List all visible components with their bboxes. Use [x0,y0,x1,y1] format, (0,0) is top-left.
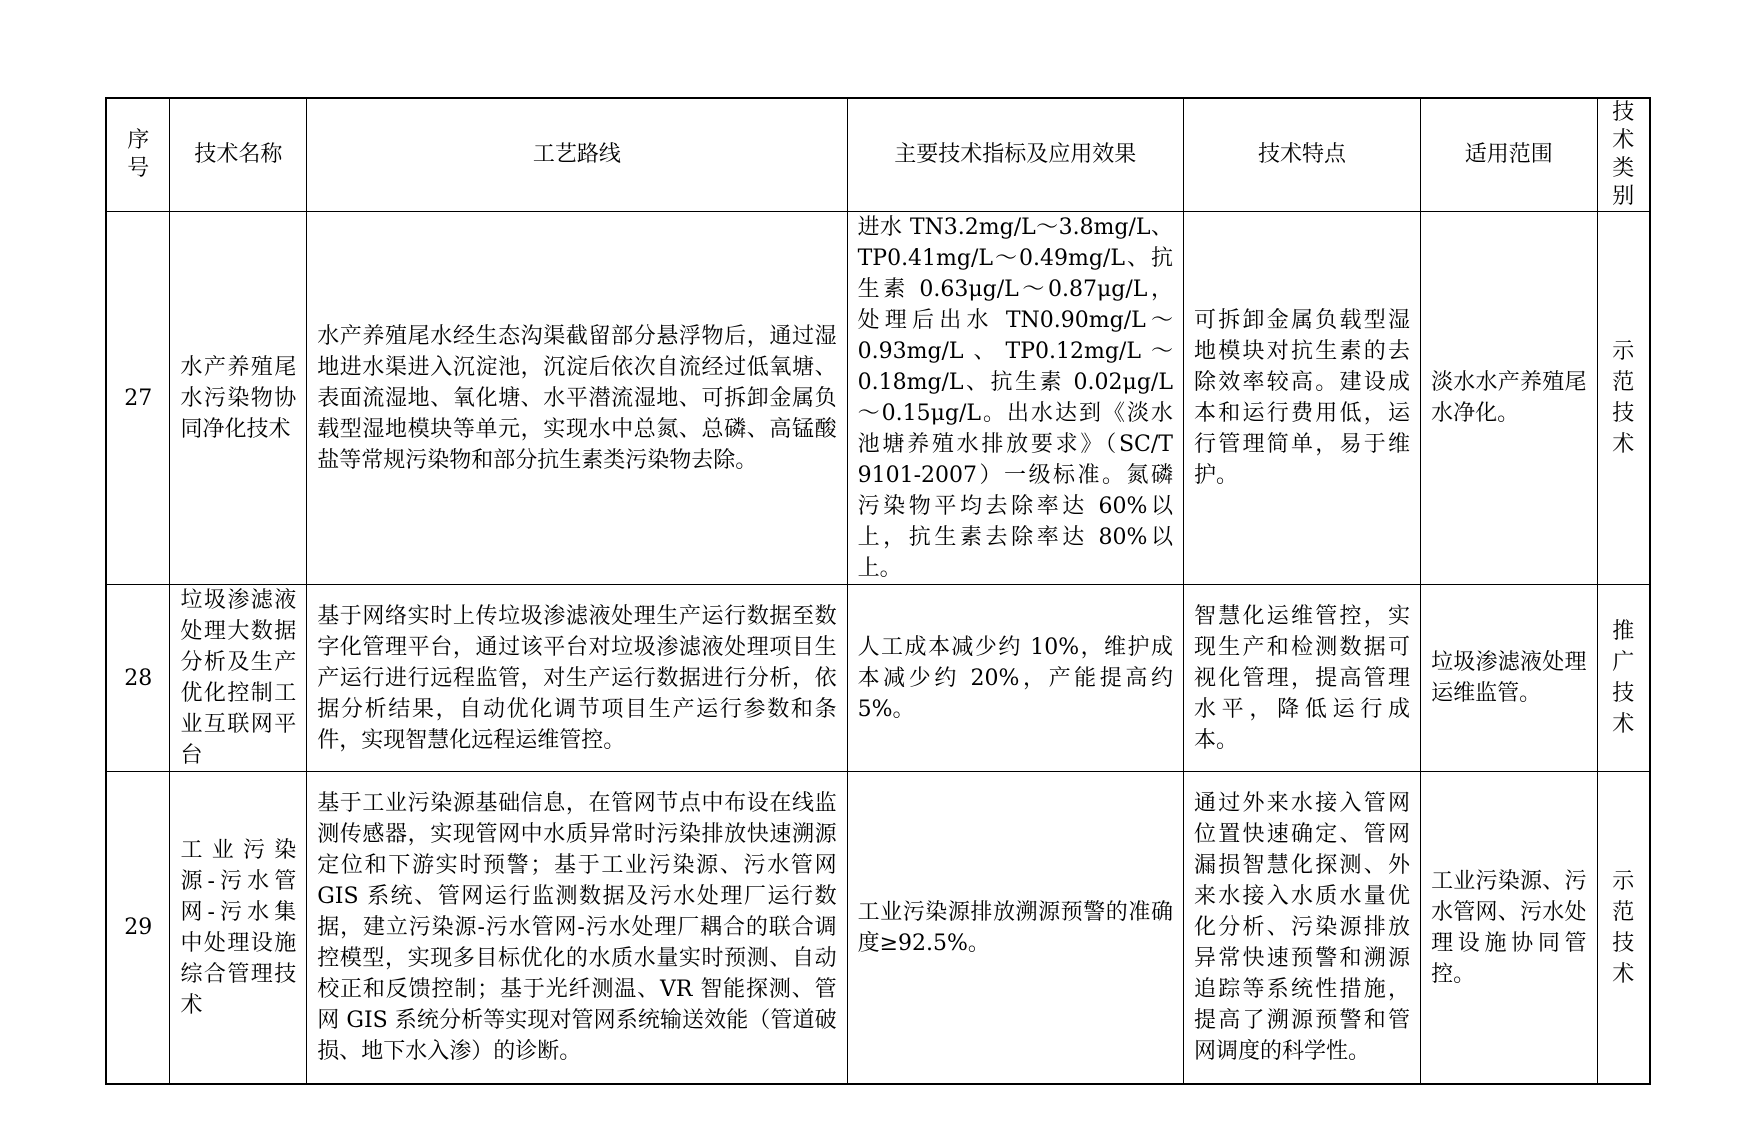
row-features: 通过外来水接入管网位置快速确定、管网漏损智慧化探测、外来水接入水质水量优化分析、污染源排放异常快速预警和溯源追踪等系统性措施，提高了溯源预警和管网调度的科学性。 [1183,772,1420,1085]
table-row [106,212,1650,585]
table-row [106,772,1650,1085]
row-process-route: 水产养殖尾水经生态沟渠截留部分悬浮物后，通过湿地进水渠进入沉淀池，沉淀后依次自流经过低氧塘、表面流湿地、氧化塘、水平潜流湿地、可拆卸金属负载型湿地模块等单元，实现水中总氮、总磷、高锰酸盐等常规污染物和部分抗生素类污染物去除。 [307,212,847,585]
row-features: 可拆卸金属负载型湿地模块对抗生素的去除效率较高。建设成本和运行费用低，运行管理简单，易于维护。 [1183,212,1420,585]
header-type: 技术类别 [1597,98,1650,212]
header-metrics: 主要技术指标及应用效果 [847,98,1183,212]
header-features: 技术特点 [1183,98,1420,212]
row-tech-name: 水产养殖尾水污染物协同净化技术 [170,212,307,585]
row-metrics: 人工成本减少约 10%，维护成本减少约 20%，产能提高约 5%。 [847,585,1183,772]
row-process-route: 基于工业污染源基础信息，在管网节点中布设在线监测传感器，实现管网中水质异常时污染排放快速溯源定位和下游实时预警；基于工业污染源、污水管网 GIS 系统、管网运行监测数据及污水处理厂运行数据，建立污染源-污水管网-污水处理厂耦合的联合调控模型，实现多目标优化的水质水量实时预测、自动校正和反馈控制；基于光纤测温、VR 智能探测、管网 GIS 系统分析等实现对管网系统输送效能（管道破损、地下水入渗）的诊断。 [307,772,847,1085]
technology-table [105,97,1651,1085]
row-no: 29 [106,772,170,1085]
row-process-route: 基于网络实时上传垃圾渗滤液处理生产运行数据至数字化管理平台，通过该平台对垃圾渗滤液处理项目生产运行进行远程监管，对生产运行数据进行分析，依据分析结果，自动优化调节项目生产运行参数和条件，实现智慧化远程运维管控。 [307,585,847,772]
row-scope: 淡水水产养殖尾水净化。 [1421,212,1597,585]
table-header-row [106,98,1650,212]
header-no: 序号 [106,98,170,212]
row-no: 28 [106,585,170,772]
row-metrics: 进水 TN3.2mg/L～3.8mg/L、TP0.41mg/L～0.49mg/L、抗生素 0.63μg/L～0.87μg/L，处理后出水 TN0.90mg/L～0.93mg/L、TP0.12mg/L～0.18mg/L、抗生素 0.02μg/L～0.15μg/L。出水达到《淡水池塘养殖水排放要求》（SC/T 9101-2007）一级标准。氮磷污染物平均去除率达 60%以上，抗生素去除率达 80%以上。 [847,212,1183,585]
row-scope: 垃圾渗滤液处理运维监管。 [1421,585,1597,772]
row-type: 示范技术 [1597,772,1650,1085]
row-metrics: 工业污染源排放溯源预警的准确度≥92.5%。 [847,772,1183,1085]
row-features: 智慧化运维管控，实现生产和检测数据可视化管理，提高管理水平，降低运行成本。 [1183,585,1420,772]
header-name: 技术名称 [170,98,307,212]
row-no: 27 [106,212,170,585]
row-scope: 工业污染源、污水管网、污水处理设施协同管控。 [1421,772,1597,1085]
row-tech-name: 工业污染源-污水管网-污水集中处理设施综合管理技术 [170,772,307,1085]
header-scope: 适用范围 [1421,98,1597,212]
row-type: 示范技术 [1597,212,1650,585]
table-row [106,585,1650,772]
header-route: 工艺路线 [307,98,847,212]
row-type: 推广技术 [1597,585,1650,772]
row-tech-name: 垃圾渗滤液处理大数据分析及生产优化控制工业互联网平台 [170,585,307,772]
